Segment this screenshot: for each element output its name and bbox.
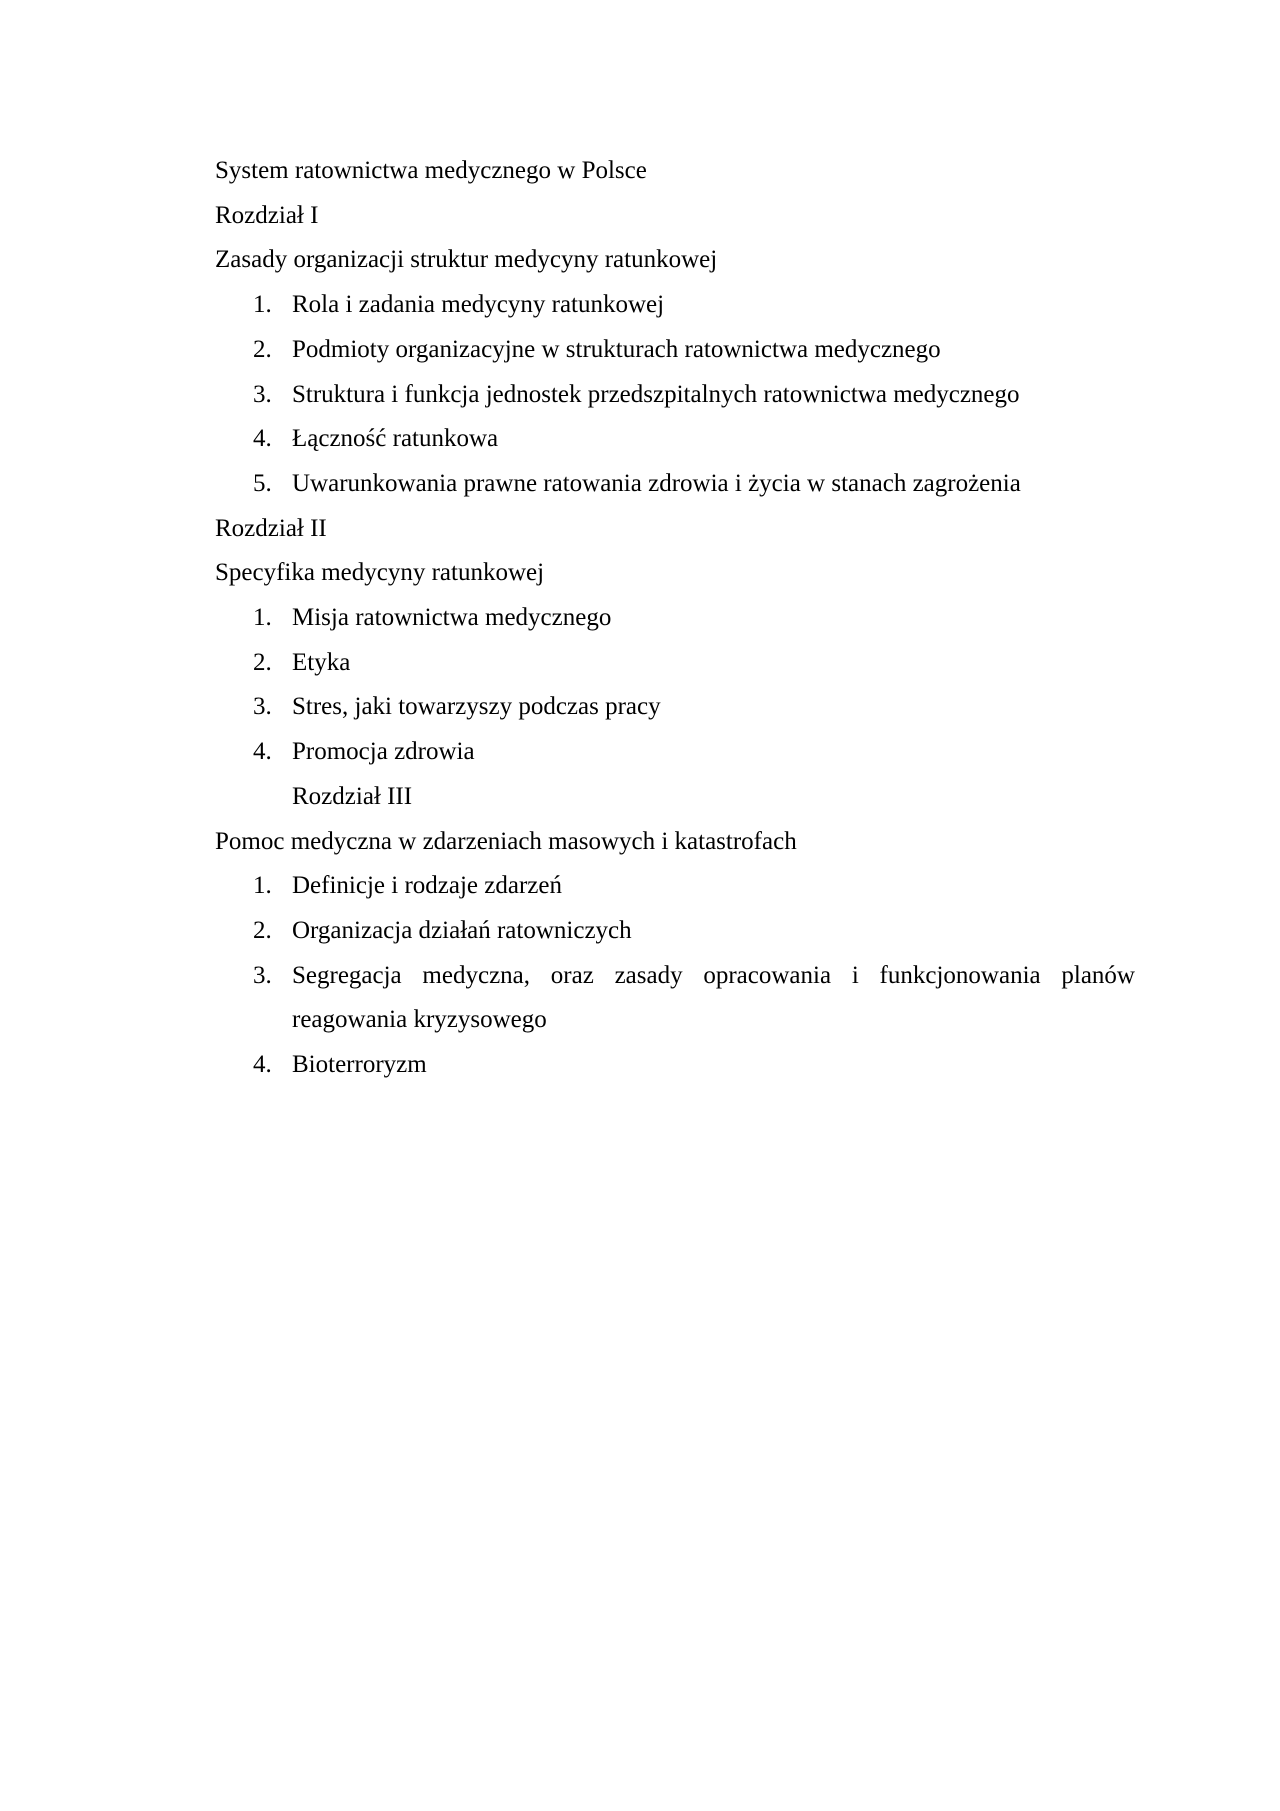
chapter-1-list: [215, 283, 1135, 507]
list-item: [215, 1043, 1135, 1088]
list-item-text: Uwarunkowania prawne ratowania zdrowia i życia w stanach zagrożenia: [292, 469, 1021, 497]
list-item-number: 3.: [253, 380, 272, 408]
list-item: [215, 596, 1135, 641]
chapter-3-list: [215, 864, 1135, 1088]
list-item-text: Łączność ratunkowa: [292, 425, 499, 453]
list-item-text: Promocja zdrowia: [292, 738, 475, 766]
list-item-number: 2.: [253, 916, 272, 944]
list-item-text-line-1: Segregacja medyczna, oraz zasady opracowania i funkcjonowania planów: [292, 961, 1135, 989]
list-item-text: Misja ratownictwa medycznego: [292, 604, 612, 632]
chapter-2-list: [215, 596, 1135, 775]
list-item-number: 3.: [253, 693, 272, 721]
list-item-number: 1.: [253, 872, 272, 900]
list-item-text: Podmioty organizacyjne w strukturach ratownictwa medycznego: [292, 335, 941, 363]
chapter-2-label: Rozdział II: [215, 514, 327, 542]
list-item: [215, 909, 1135, 954]
list-item-number: 4.: [253, 1051, 272, 1079]
list-item-text: Definicje i rodzaje zdarzeń: [292, 872, 562, 900]
list-item: [215, 417, 1135, 462]
list-item-number: 4.: [253, 738, 272, 766]
list-item: [215, 954, 1135, 1043]
list-item-number: 5.: [253, 469, 272, 497]
chapter-1-label: Rozdział I: [215, 201, 319, 229]
list-item: [215, 328, 1135, 373]
list-item-text-line-2: reagowania kryzysowego: [292, 1006, 547, 1034]
list-item-number: 2.: [253, 335, 272, 363]
list-item: [215, 373, 1135, 418]
list-item-text: Rola i zadania medycyny ratunkowej: [292, 291, 665, 319]
list-item-number: 1.: [253, 291, 272, 319]
list-item-text: Bioterroryzm: [292, 1051, 427, 1079]
list-item: [215, 641, 1135, 686]
list-item-number: 1.: [253, 604, 272, 632]
chapter-3-title: Pomoc medyczna w zdarzeniach masowych i katastrofach: [215, 827, 797, 855]
list-item-number: 2.: [253, 648, 272, 676]
list-item: [215, 730, 1135, 775]
list-item-number: 4.: [253, 425, 272, 453]
list-item-text: [292, 954, 1135, 1043]
list-item: [215, 283, 1135, 328]
list-item-text: Stres, jaki towarzyszy podczas pracy: [292, 693, 661, 721]
list-item-text: Organizacja działań ratowniczych: [292, 916, 632, 944]
list-item-number: 3.: [253, 961, 272, 989]
list-item: [215, 864, 1135, 909]
chapter-2-title: Specyfika medycyny ratunkowej: [215, 559, 545, 587]
chapter-3-label: Rozdział III: [292, 782, 413, 810]
list-item: [215, 462, 1135, 507]
document-title: System ratownictwa medycznego w Polsce: [215, 157, 647, 184]
document-content: [215, 149, 1135, 1088]
list-item-text: Etyka: [292, 648, 351, 676]
list-item-text: Struktura i funkcja jednostek przedszpitalnych ratownictwa medycznego: [292, 380, 1020, 408]
list-item: [215, 685, 1135, 730]
chapter-1-title: Zasady organizacji struktur medycyny ratunkowej: [215, 246, 718, 274]
